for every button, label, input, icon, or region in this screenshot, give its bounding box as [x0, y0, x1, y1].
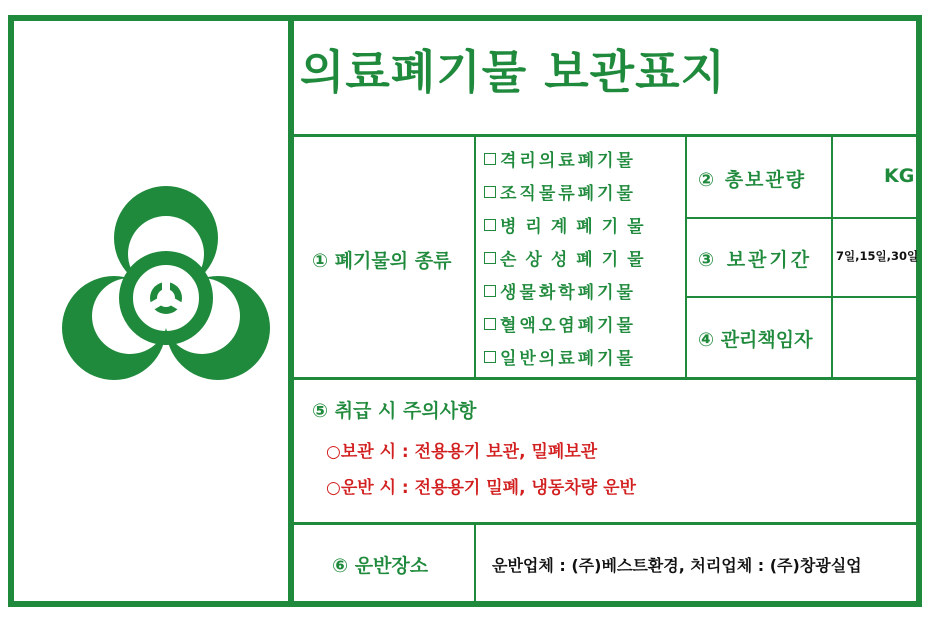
waste-type-label: ① 폐기물의 종류 — [312, 250, 452, 272]
divider-types-right — [685, 137, 687, 379]
storage-period-value: 7일,15일,30일 — [836, 249, 919, 263]
divider-transport — [291, 522, 921, 525]
divider-caution — [291, 377, 921, 380]
checkbox-icon — [484, 153, 496, 165]
caution-line-storage: ○보관 시 : 전용용기 보관, 밀폐보관 — [326, 442, 598, 462]
divider-value-col — [831, 137, 833, 379]
transport-place-label: ⑥ 운반장소 — [332, 555, 429, 577]
list-item: 손상성폐기물 — [484, 245, 653, 270]
list-item: 일반의료폐기물 — [484, 344, 636, 369]
caution-line-transport: ○운반 시 : 전용용기 밀폐, 냉동차량 운반 — [326, 478, 636, 498]
biohazard-icon — [50, 180, 282, 400]
checkbox-icon — [484, 351, 496, 363]
total-amount-unit: KG — [884, 165, 915, 187]
divider-left-column — [288, 15, 294, 607]
divider-row-2 — [686, 296, 921, 298]
transport-place-text: 운반업체 : (주)베스트환경, 처리업체 : (주)창광실업 — [492, 556, 862, 575]
caution-label: ⑤ 취급 시 주의사항 — [312, 400, 477, 422]
list-item: 조직물류폐기물 — [484, 179, 636, 204]
total-amount-label: ② 총보관량 — [698, 169, 807, 191]
divider-transport-col — [474, 524, 476, 604]
storage-period-label: ③ 보관기간 — [698, 249, 813, 271]
checkbox-icon — [484, 186, 496, 198]
checkbox-icon — [484, 285, 496, 297]
list-item: 격리의료폐기물 — [484, 146, 636, 171]
divider-types — [474, 137, 476, 379]
divider-title — [291, 134, 921, 137]
list-item: 생물화학폐기물 — [484, 278, 636, 303]
manager-label: ④ 관리책임자 — [698, 329, 813, 351]
divider-row-1 — [686, 217, 921, 219]
checkbox-icon — [484, 219, 496, 231]
checkbox-icon — [484, 318, 496, 330]
list-item: 혈액오염폐기물 — [484, 311, 636, 336]
checkbox-icon — [484, 252, 496, 264]
list-item: 병리계폐기물 — [484, 212, 653, 237]
page-title: 의료폐기물 보관표지 — [300, 45, 726, 99]
